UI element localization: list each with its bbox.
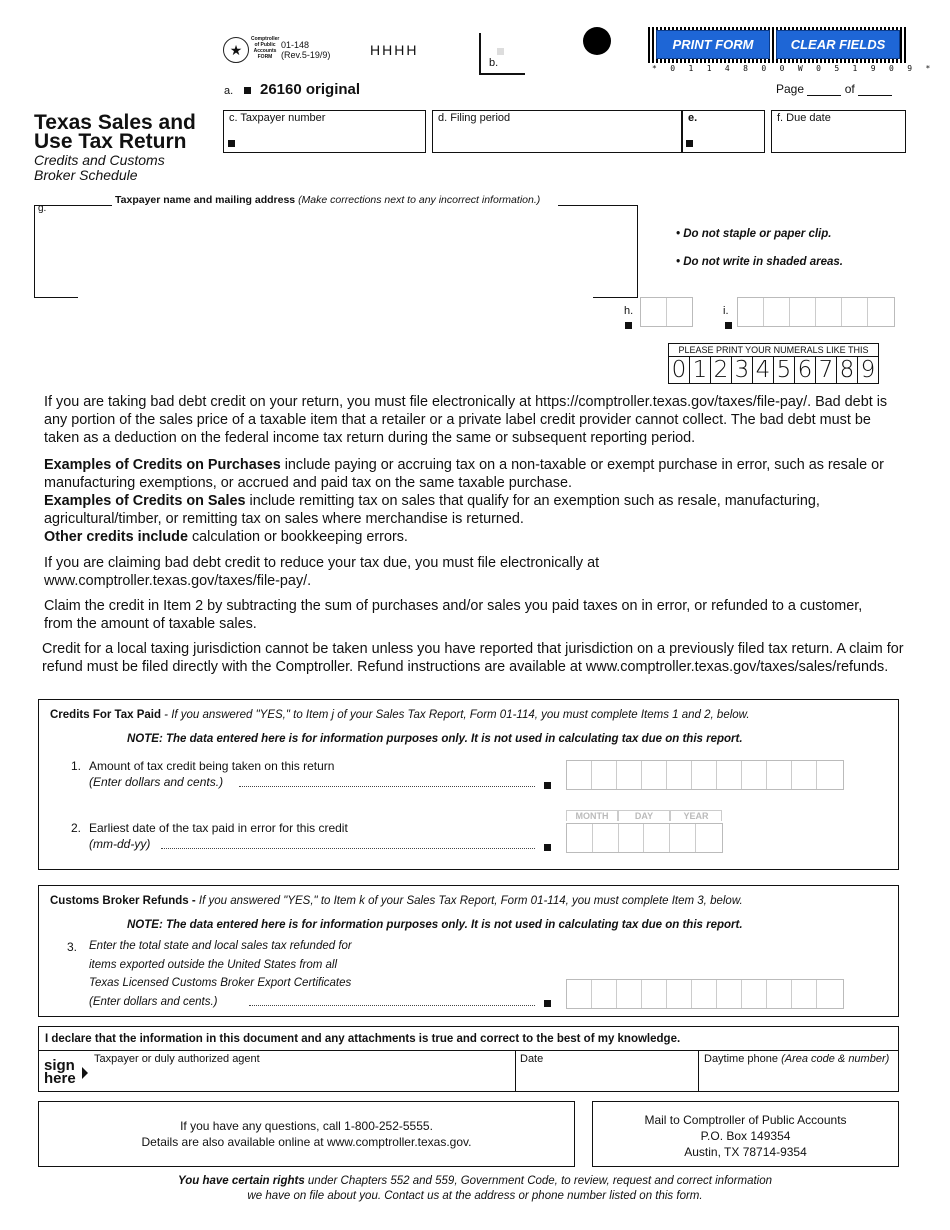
square-marker — [544, 782, 551, 789]
other-credits-heading: Other credits include — [44, 529, 188, 545]
seal-text: Comptroller of Public Accounts FORM — [251, 36, 280, 60]
local-jurisdiction-paragraph: Credit for a local taxing jurisdiction cannot be taken unless you have reported that jurisdiction on a previously filed tax return. A claim for refund must be filed directly with the Comptroller. Refund instructions are available at www.comptroller.texas.gov/taxes/sales/refunds. — [42, 641, 904, 675]
credits-section-heading: Credits For Tax Paid - If you answered "YES," to Item j of your Sales Tax Report, Form 01-114, you must complete Items 1 and 2, below. — [50, 709, 750, 721]
mail-line-1: Mail to Comptroller of Public Accounts — [644, 1113, 847, 1127]
address-border — [558, 205, 638, 206]
year-header: YEAR — [670, 810, 722, 821]
numeral-digit: 5 — [774, 357, 795, 383]
item3-number: 3. — [67, 940, 78, 954]
item1-amount-cells[interactable] — [566, 760, 844, 790]
page-number-input[interactable] — [807, 84, 841, 96]
customs-note: NOTE: The data entered here is for information purposes only. It is not used in calculating tax due on this report. — [127, 919, 743, 931]
form-number-code: 01-148 — [281, 40, 310, 50]
examples-sales-paragraph — [44, 492, 910, 528]
page-indicator — [776, 82, 892, 96]
declaration-box — [38, 1026, 899, 1051]
address-border — [637, 205, 638, 298]
numeral-digit: 8 — [837, 357, 858, 383]
barcode-button-strip — [648, 27, 906, 63]
form-title — [34, 113, 196, 151]
rights-text: under Chapters 552 and 559, Government Code, to review, request and correct information — [304, 1175, 773, 1187]
examples-purchases-text: include paying or accruing tax on a non-taxable or exempt purchase in error, such as resale or manufacturing exemptions, or accrued and paid tax on the same taxable purchase. — [44, 457, 884, 491]
title-line-1: Texas Sales and — [34, 111, 196, 134]
square-marker — [686, 140, 693, 147]
sign-here-label: sign here — [44, 1057, 76, 1087]
examples-purchases-heading: Examples of Credits on Purchases — [44, 457, 281, 473]
other-credits-paragraph — [44, 528, 910, 546]
square-marker — [725, 322, 732, 329]
due-date-label: f. Due date — [777, 112, 831, 124]
page-total-input[interactable] — [858, 84, 892, 96]
signature-row — [38, 1050, 899, 1092]
item3-amount-cells[interactable] — [566, 979, 844, 1009]
item2-leader — [161, 848, 535, 849]
form-subtitle — [34, 153, 165, 183]
page-label: Page — [776, 82, 805, 96]
month-header: MONTH — [566, 810, 618, 821]
no-write-note: • Do not write in shaded areas. — [676, 256, 843, 268]
credits-note: NOTE: The data entered here is for information purposes only. It is not used in calculating tax due on this report. — [127, 733, 743, 745]
divider — [515, 1051, 516, 1091]
item3-leader — [249, 1005, 535, 1006]
rights-heading: You have certain rights — [177, 1175, 305, 1187]
square-marker — [228, 140, 235, 147]
examples-purchases-paragraph — [44, 456, 910, 492]
barcode-text: * 0 1 1 4 8 0 0 W 0 5 1 9 0 9 * — [652, 64, 935, 73]
numerals-sample — [668, 356, 879, 384]
date-label: Date — [520, 1053, 544, 1065]
numeral-digit: 2 — [711, 357, 732, 383]
comptroller-seal-icon: ★ — [223, 37, 249, 63]
form-revision: (Rev.5-19/9) — [281, 50, 331, 60]
field-h-label: h. — [624, 305, 634, 317]
field-a-label: a. — [224, 85, 234, 97]
form-number — [281, 40, 330, 60]
address-border — [593, 297, 638, 298]
field-e[interactable] — [682, 110, 765, 153]
day-header: DAY — [618, 810, 670, 821]
field-a-value: 26160 original — [260, 81, 361, 98]
square-marker — [244, 87, 251, 94]
numeral-digit: 3 — [732, 357, 753, 383]
phone-input[interactable] — [704, 1067, 894, 1091]
questions-line-2: Details are also available online at www.comptroller.texas.gov. — [141, 1135, 472, 1149]
field-h-cells[interactable] — [640, 297, 693, 327]
item1-number: 1. — [71, 759, 82, 773]
customs-broker-section — [38, 885, 899, 1017]
address-legend — [112, 194, 543, 206]
mailing-address-box — [592, 1101, 899, 1167]
phone-label: Daytime phone (Area code & number) — [704, 1053, 890, 1065]
bad-debt-paragraph: If you are taking bad debt credit on your return, you must file electronically at https://comptroller.texas.gov/taxes/file-pay/. Bad debt is any portion of the sales price of a taxable item that a retailer or a private label credit provider cannot collect. The bad debt must be taken as a deduction on the federal income tax return during the same or subsequent reporting period. — [44, 394, 888, 446]
claim-item2-paragraph: Claim the credit in Item 2 by subtracting the sum of purchases and/or sales you paid taxes on in error, or refunded to a customer, from the amount of taxable sales. — [44, 598, 863, 632]
mail-line-2: P.O. Box 149354 — [700, 1129, 791, 1143]
title-line-2: Use Tax Return — [34, 130, 187, 153]
examples-sales-text: include remitting tax on sales that qualify for an exemption such as resale, manufacturing, agricultural/timber, or remitting tax on sales where merchandise is returned. — [44, 493, 820, 527]
numeral-digit: 6 — [795, 357, 816, 383]
taxpayer-address-input[interactable] — [40, 215, 632, 293]
credits-section — [38, 699, 899, 870]
numeral-digit: 1 — [690, 357, 711, 383]
address-border — [34, 297, 78, 298]
field-b-mark — [497, 48, 504, 55]
other-credits-text: calculation or bookkeeping errors. — [187, 529, 408, 545]
clear-fields-button[interactable]: CLEAR FIELDS — [776, 30, 900, 59]
agent-label: Taxpayer or duly authorized agent — [94, 1053, 260, 1065]
square-marker — [544, 1000, 551, 1007]
filing-period-label: d. Filing period — [438, 112, 511, 124]
numeral-digit: 7 — [816, 357, 837, 383]
examples-sales-heading: Examples of Credits on Sales — [44, 493, 246, 509]
questions-box — [38, 1101, 575, 1167]
square-marker — [625, 322, 632, 329]
address-border — [34, 205, 35, 298]
no-staple-note: • Do not staple or paper clip. — [676, 228, 832, 240]
square-marker — [544, 844, 551, 851]
print-form-button[interactable]: PRINT FORM — [656, 30, 770, 59]
declaration-text: I declare that the information in this document and any attachments is true and correct to the best of my knowledge. — [45, 1033, 681, 1045]
field-i-cells[interactable] — [737, 297, 895, 327]
field-i-label: i. — [723, 305, 729, 317]
numerals-instruction: PLEASE PRINT YOUR NUMERALS LIKE THIS — [668, 343, 879, 357]
item1-text: Amount of tax credit being taken on this return (Enter dollars and cents.) — [89, 759, 335, 789]
item2-date-cells[interactable] — [566, 823, 723, 853]
mail-line-3: Austin, TX 78714-9354 — [684, 1145, 807, 1159]
address-legend-title: Taxpayer name and mailing address — [115, 194, 296, 206]
sign-arrow-icon — [82, 1067, 88, 1079]
divider — [698, 1051, 699, 1091]
numeral-digit: 9 — [860, 357, 876, 383]
form-code: HHHH — [370, 42, 419, 58]
taxpayer-number-field[interactable] — [223, 110, 426, 153]
item1-leader — [239, 786, 535, 787]
numeral-digit: 0 — [669, 357, 690, 383]
registration-dot — [583, 27, 611, 55]
item2-number: 2. — [71, 821, 82, 835]
date-input[interactable] — [520, 1067, 695, 1091]
field-b-label: b. — [489, 57, 499, 69]
agent-signature-input[interactable] — [94, 1067, 512, 1091]
rights-text-2: we have on file about you. Contact us at the address or phone number listed on this form. — [247, 1190, 703, 1202]
field-g-label: g. — [38, 203, 47, 214]
due-date-field[interactable] — [771, 110, 906, 153]
filing-period-field[interactable] — [432, 110, 682, 153]
taxpayer-number-label: c. Taxpayer number — [229, 112, 326, 124]
date-headers — [566, 810, 722, 821]
rights-notice — [100, 1174, 850, 1204]
subtitle-line-2: Broker Schedule — [34, 167, 138, 183]
item3-text: Enter the total state and local sales tax refunded for items exported outside the United States from all Texas Licensed Customs Broker Export Certificates (Enter dollars and cents.) — [89, 940, 352, 1008]
customs-section-heading: Customs Broker Refunds - If you answered "YES," to Item k of your Sales Tax Report, Form 01-114, you must complete Item 3, below. — [50, 895, 743, 907]
item2-text: Earliest date of the tax paid in error for this credit (mm-dd-yy) — [89, 821, 348, 851]
numeral-digit: 4 — [753, 357, 774, 383]
questions-line-1: If you have any questions, call 1-800-252-5555. — [180, 1119, 433, 1133]
field-e-label: e. — [688, 112, 698, 124]
address-legend-note: (Make corrections next to any incorrect information.) — [298, 194, 541, 206]
subtitle-line-1: Credits and Customs — [34, 152, 165, 168]
claiming-paragraph: If you are claiming bad debt credit to reduce your tax due, you must file electronically at www.comptroller.texas.gov/taxes/file-pay/. — [44, 555, 600, 589]
of-label: of — [844, 82, 855, 96]
filing-notes — [676, 220, 843, 276]
